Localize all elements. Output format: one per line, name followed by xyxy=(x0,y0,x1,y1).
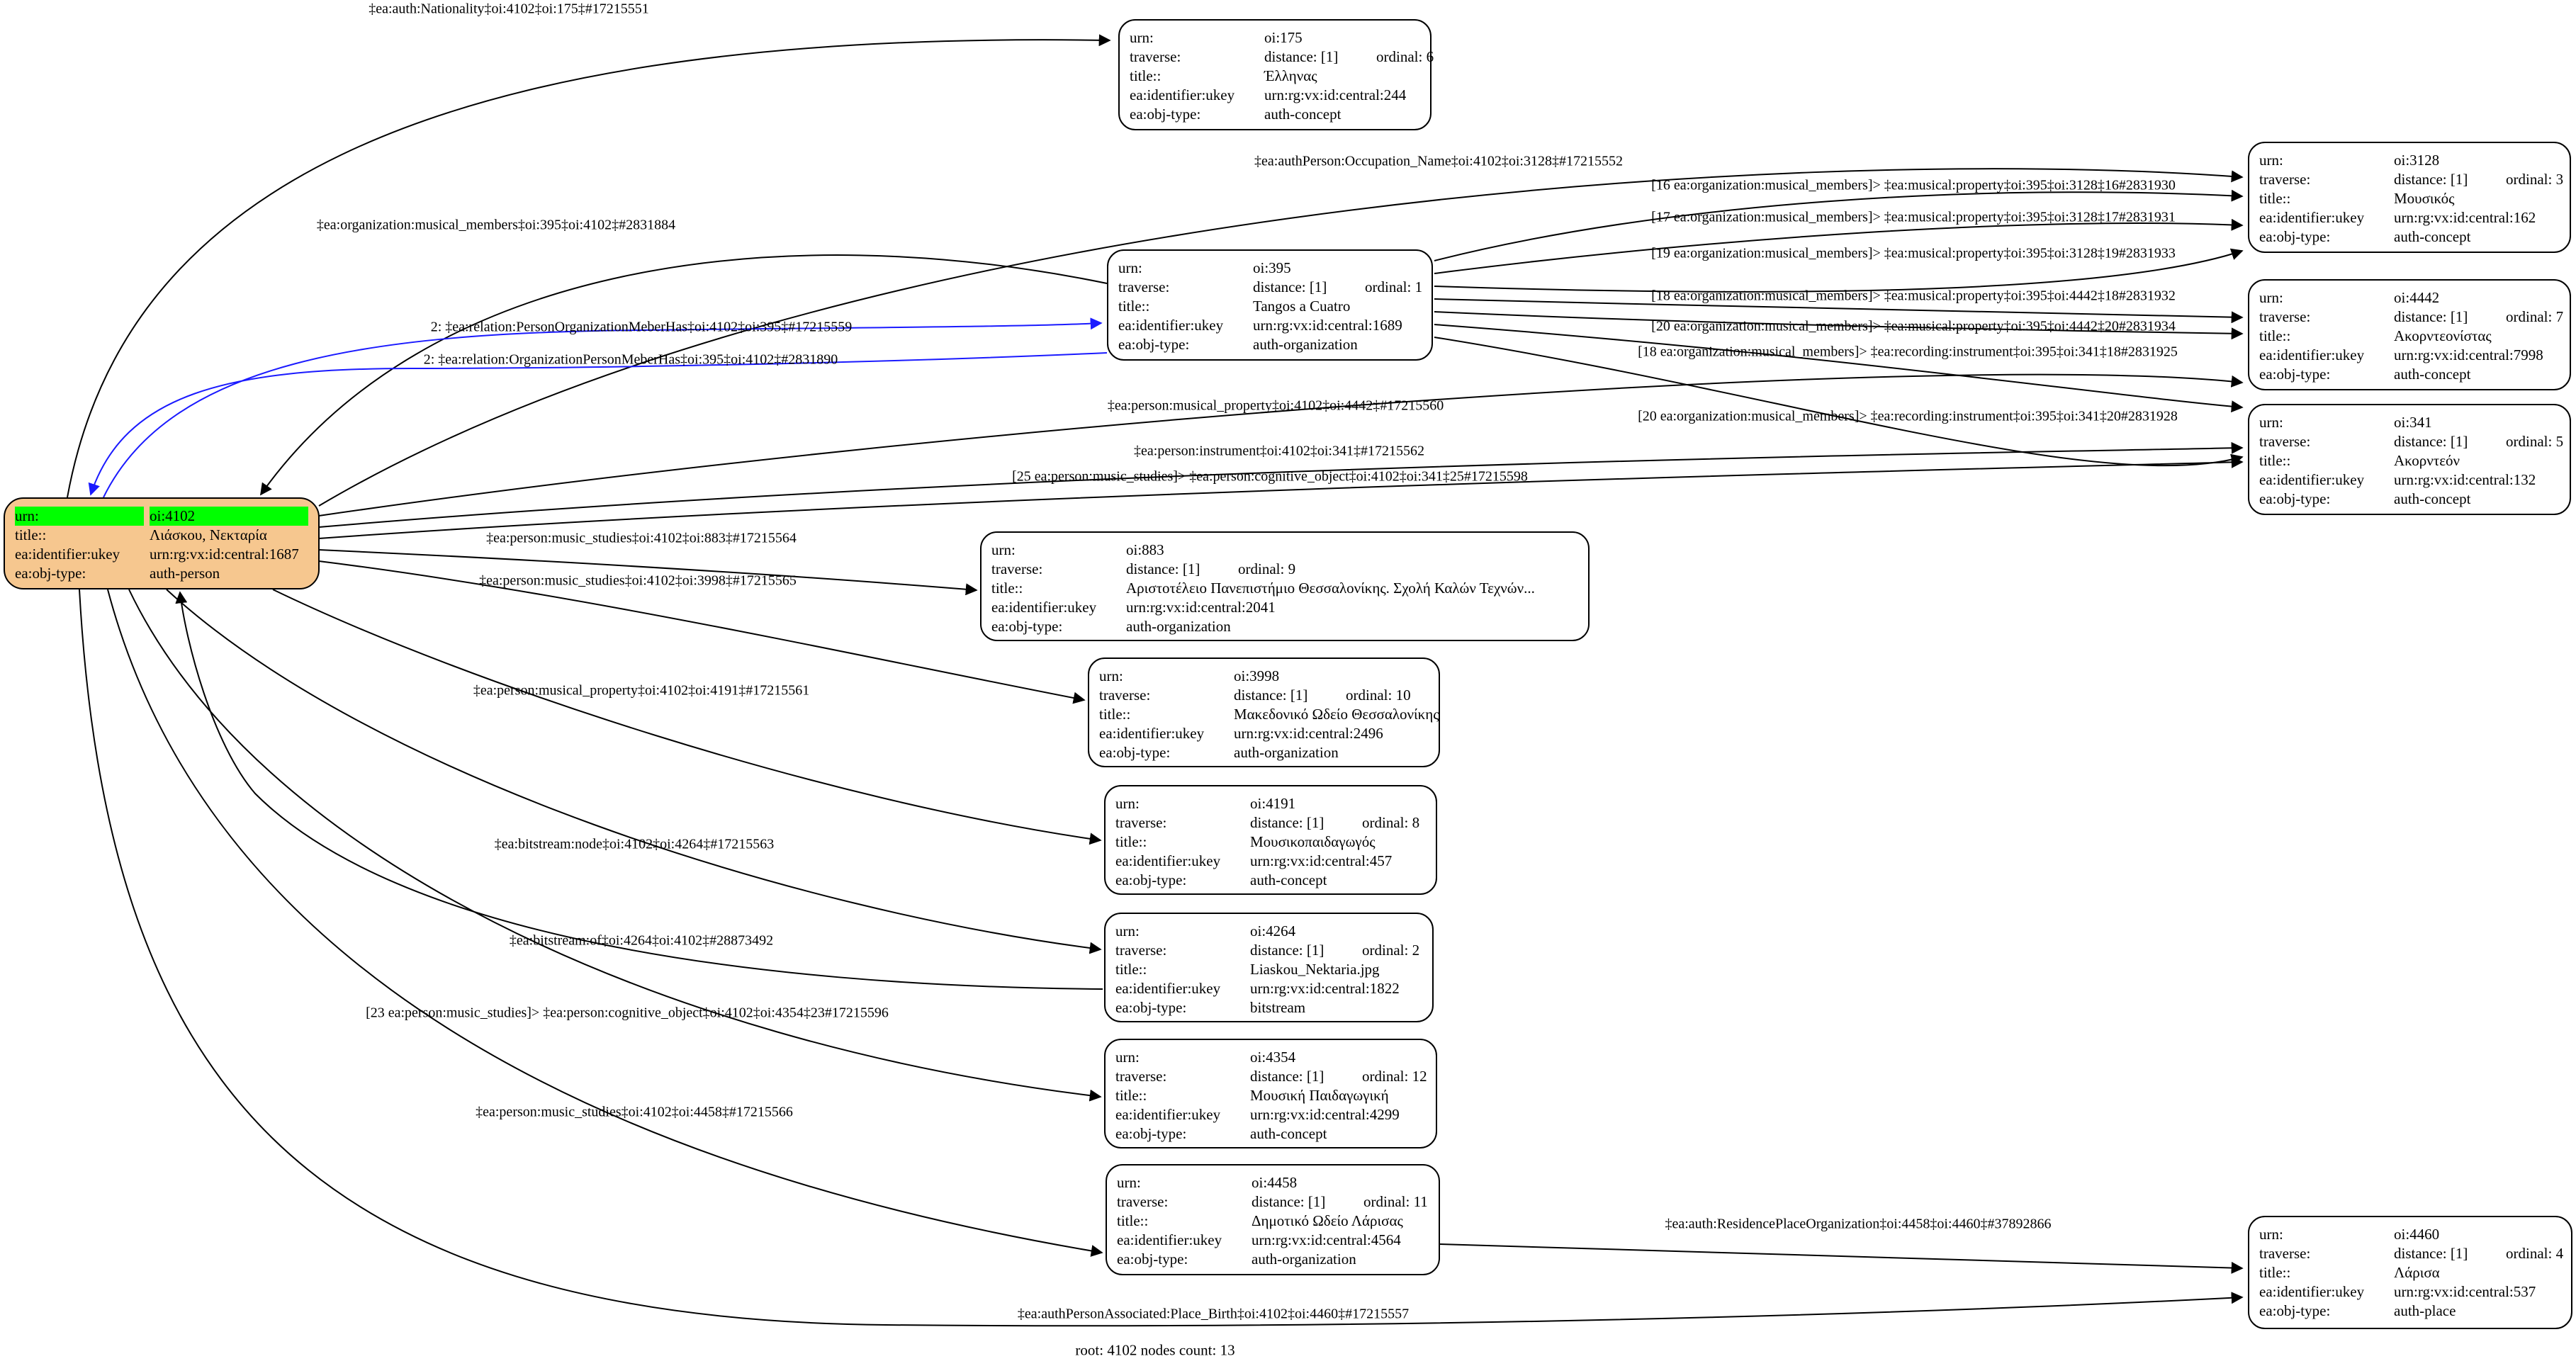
node-objtype-value: auth-place xyxy=(2394,1302,2456,1319)
field-label-traverse: traverse: xyxy=(2259,1245,2311,1262)
graph-node-oi-4442 xyxy=(2248,279,2571,390)
node-field-grid xyxy=(1117,1173,1429,1269)
field-label-title: title:: xyxy=(1115,961,1147,978)
node-traverse-value xyxy=(2394,307,2563,327)
node-objtype-value: auth-concept xyxy=(2394,228,2471,245)
field-label-ukey: ea:identifier:ukey xyxy=(1115,1106,1221,1123)
field-label-traverse: traverse: xyxy=(2259,171,2311,188)
node-objtype-value: auth-concept xyxy=(2394,490,2471,507)
field-label-title: title:: xyxy=(2259,327,2291,344)
field-label-title: title:: xyxy=(1130,67,1162,84)
edge-musical-members-395-4102 xyxy=(261,255,1107,495)
field-label-urn: urn: xyxy=(2259,152,2283,169)
field-label-urn: urn: xyxy=(1115,922,1140,939)
node-traverse-value xyxy=(2394,170,2563,189)
node-title-value: Ακορντεόν xyxy=(2394,452,2460,469)
node-traverse-value xyxy=(1250,1067,1427,1086)
edge-bitstream-node-4102-4264 xyxy=(167,589,1101,949)
field-label-ukey: ea:identifier:ukey xyxy=(1115,852,1221,869)
graph-node-oi-341 xyxy=(2248,404,2571,515)
field-label-objtype: ea:obj-type: xyxy=(1118,336,1190,353)
field-label-title: title:: xyxy=(1115,1087,1147,1104)
node-ordinal: ordinal: 11 xyxy=(1363,1193,1428,1210)
node-distance: distance: [1] xyxy=(2394,308,2468,325)
node-distance: distance: [1] xyxy=(1250,942,1324,959)
edge-label-musical-property-18: [18 ea:organization:musical_members]> ‡ea:musical:property‡oi:395‡oi:4442‡18#2831932 xyxy=(1651,288,2176,304)
field-label-urn: urn: xyxy=(2259,289,2283,306)
node-ukey-value: urn:rg:vx:id:central:7998 xyxy=(2394,346,2543,363)
node-ukey-value: urn:rg:vx:id:central:4564 xyxy=(1252,1231,1401,1248)
field-label-objtype: ea:obj-type: xyxy=(1115,999,1187,1016)
node-title-value: Έλληνας xyxy=(1264,67,1317,84)
node-urn-value: oi:4460 xyxy=(2394,1226,2440,1243)
field-label-title: title:: xyxy=(2259,1264,2291,1281)
node-field-grid xyxy=(1115,1048,1426,1144)
node-ukey-value: urn:rg:vx:id:central:1687 xyxy=(150,546,299,563)
node-traverse-value xyxy=(1234,686,1439,705)
node-urn-value: oi:4458 xyxy=(1252,1174,1298,1191)
field-label-urn: urn: xyxy=(2259,414,2283,431)
field-label-urn: urn: xyxy=(1115,795,1140,812)
node-urn-value: oi:4191 xyxy=(1250,795,1296,812)
edge-label-person-instrument: ‡ea:person:instrument‡oi:4102‡oi:341‡#17215562 xyxy=(1134,443,1424,459)
node-title-value: Λάρισα xyxy=(2394,1264,2440,1281)
node-title-value: Tangos a Cuatro xyxy=(1253,298,1351,315)
node-ukey-value: urn:rg:vx:id:central:457 xyxy=(1250,852,1393,869)
node-traverse-value xyxy=(1264,47,1434,67)
node-objtype-value: auth-organization xyxy=(1252,1251,1356,1268)
edge-person-organization-member-4102-395 xyxy=(103,323,1101,497)
node-field-grid xyxy=(1115,922,1422,1017)
node-urn-value: oi:883 xyxy=(1126,541,1164,558)
node-field-grid xyxy=(1130,28,1434,124)
node-title-value: Μουσικοπαιδαγωγός xyxy=(1250,833,1376,850)
node-urn-value: oi:341 xyxy=(2394,414,2432,431)
field-label-title: title:: xyxy=(991,580,1023,597)
edge-label-place-birth: ‡ea:authPersonAssociated:Place_Birth‡oi:4102‡oi:4460‡#17215557 xyxy=(1017,1306,1410,1322)
node-ordinal: ordinal: 7 xyxy=(2506,308,2564,325)
node-distance: distance: [1] xyxy=(1234,687,1308,704)
field-label-traverse: traverse: xyxy=(1115,814,1167,831)
field-label-title: title:: xyxy=(2259,190,2291,207)
node-distance: distance: [1] xyxy=(2394,433,2468,450)
field-label-traverse: traverse: xyxy=(991,560,1043,577)
field-label-urn: urn: xyxy=(1117,1174,1141,1191)
edge-label-recording-instrument-18: [18 ea:organization:musical_members]> ‡ea:recording:instrument‡oi:395‡oi:341‡18#2831925 xyxy=(1638,344,2178,360)
edge-label-cognitive-object-25: [25 ea:person:music_studies]> ‡ea:person:cognitive_object‡oi:4102‡oi:341‡25#17215598 xyxy=(1012,468,1528,485)
edge-instrument-4102-341 xyxy=(319,448,2242,527)
node-ukey-value: urn:rg:vx:id:central:244 xyxy=(1264,86,1407,103)
field-label-traverse: traverse: xyxy=(1130,48,1181,65)
edge-label-musical-property-16: [16 ea:organization:musical_members]> ‡ea:musical:property‡oi:395‡oi:3128‡16#2831930 xyxy=(1651,177,2176,193)
node-distance: distance: [1] xyxy=(1252,1193,1326,1210)
node-title-value: Αριστοτέλειο Πανεπιστήμιο Θεσσαλονίκης. Σχολή Καλών Τεχνών... xyxy=(1126,580,1535,597)
edge-label-music-studies-4458: ‡ea:person:music_studies‡oi:4102‡oi:4458‡#17215566 xyxy=(476,1104,793,1120)
edge-label-person-musical-property-4191: ‡ea:person:musical_property‡oi:4102‡oi:4191‡#17215561 xyxy=(473,682,810,699)
field-label-ukey: ea:identifier:ukey xyxy=(2259,346,2365,363)
node-traverse-value xyxy=(1126,560,1578,579)
node-objtype-value: auth-concept xyxy=(1250,1125,1327,1142)
field-label-traverse: traverse: xyxy=(2259,308,2311,325)
node-objtype-value: auth-person xyxy=(150,565,220,582)
field-label-ukey: ea:identifier:ukey xyxy=(2259,209,2365,226)
edge-organization-person-member-395-4102 xyxy=(91,353,1107,495)
field-label-ukey: ea:identifier:ukey xyxy=(1099,725,1205,742)
graph-node-oi-4191 xyxy=(1104,785,1437,895)
node-field-grid xyxy=(2259,413,2564,509)
node-field-grid xyxy=(2259,151,2564,247)
graph-node-oi-4458 xyxy=(1106,1164,1440,1275)
edge-residence-place-4458-4460 xyxy=(1440,1244,2242,1268)
edge-label-music-studies-3998: ‡ea:person:music_studies‡oi:4102‡oi:3998‡#17215565 xyxy=(479,572,797,589)
node-field-grid xyxy=(2259,288,2564,384)
edge-label-organization-musical-members: ‡ea:organization:musical_members‡oi:395‡oi:4102‡#2831884 xyxy=(316,217,676,233)
edge-label-bitstream-of: ‡ea:bitstream:of‡oi:4264‡oi:4102‡#28873492 xyxy=(509,932,774,949)
edge-recording-instrument-18-395-341 xyxy=(1434,324,2242,407)
node-objtype-value: auth-concept xyxy=(1264,106,1342,123)
field-label-traverse: traverse: xyxy=(1117,1193,1169,1210)
node-ukey-value: urn:rg:vx:id:central:537 xyxy=(2394,1283,2536,1300)
field-label-title: title:: xyxy=(2259,452,2291,469)
field-label-urn: urn: xyxy=(1118,259,1142,276)
node-objtype-value: auth-concept xyxy=(1250,871,1327,888)
graph-node-oi-3998 xyxy=(1088,657,1440,767)
edge-musical-property-4102-4191 xyxy=(273,589,1101,840)
node-ordinal: ordinal: 6 xyxy=(1376,48,1434,65)
node-urn-value: oi:4442 xyxy=(2394,289,2440,306)
field-label-urn: urn: xyxy=(1130,29,1154,46)
field-label-traverse: traverse: xyxy=(1115,942,1167,959)
graph-node-oi-883 xyxy=(980,531,1590,641)
field-label-ukey: ea:identifier:ukey xyxy=(2259,471,2365,488)
node-distance: distance: [1] xyxy=(1253,278,1327,295)
node-objtype-value: auth-organization xyxy=(1234,744,1339,761)
node-ordinal: ordinal: 9 xyxy=(1238,560,1296,577)
node-objtype-value: auth-organization xyxy=(1253,336,1358,353)
graph-node-oi-4354 xyxy=(1104,1039,1437,1148)
field-label-ukey: ea:identifier:ukey xyxy=(1130,86,1235,103)
field-label-urn: urn: xyxy=(15,507,144,526)
graph-root-caption: root: 4102 nodes count: 13 xyxy=(1075,1341,1235,1359)
node-traverse-value xyxy=(1250,941,1422,960)
graph-node-oi-4102 xyxy=(4,497,320,589)
field-label-urn: urn: xyxy=(1099,667,1123,684)
graph-node-oi-395 xyxy=(1107,249,1433,361)
field-label-title: title:: xyxy=(1117,1212,1149,1229)
field-label-urn: urn: xyxy=(991,541,1016,558)
node-field-grid xyxy=(1118,259,1422,354)
field-label-ukey: ea:identifier:ukey xyxy=(1115,980,1221,997)
field-label-traverse: traverse: xyxy=(1118,278,1170,295)
node-ordinal: ordinal: 3 xyxy=(2506,171,2564,188)
edge-label-musical-property-17: [17 ea:organization:musical_members]> ‡ea:musical:property‡oi:395‡oi:3128‡17#2831931 xyxy=(1651,209,2176,225)
node-ordinal: ordinal: 5 xyxy=(2506,433,2564,450)
edge-label-person-organization-member-has: 2: ‡ea:relation:PersonOrganizationMeberHas‡oi:4102‡oi:395‡#17215559 xyxy=(430,319,853,335)
node-ukey-value: urn:rg:vx:id:central:132 xyxy=(2394,471,2536,488)
node-title-value: Liaskou_Nektaria.jpg xyxy=(1250,961,1380,978)
edge-label-music-studies-883: ‡ea:person:music_studies‡oi:4102‡oi:883‡#17215564 xyxy=(486,530,797,546)
edge-label-occupation-name: ‡ea:authPerson:Occupation_Name‡oi:4102‡oi:3128‡#17215552 xyxy=(1254,153,1623,169)
field-label-urn: urn: xyxy=(1115,1049,1140,1066)
edge-bitstream-of-4264-4102 xyxy=(180,592,1103,989)
node-urn-value: oi:395 xyxy=(1253,259,1291,276)
field-label-objtype: ea:obj-type: xyxy=(1130,106,1201,123)
edge-label-person-musical-property-4442: ‡ea:person:musical_property‡oi:4102‡oi:4442‡#17215560 xyxy=(1107,397,1444,414)
node-ukey-value: urn:rg:vx:id:central:2496 xyxy=(1234,725,1383,742)
field-label-urn: urn: xyxy=(2259,1226,2283,1243)
field-label-ukey: ea:identifier:ukey xyxy=(991,599,1097,616)
node-urn-value: oi:3128 xyxy=(2394,152,2440,169)
node-distance: distance: [1] xyxy=(1250,1068,1324,1085)
node-objtype-value: auth-concept xyxy=(2394,366,2471,383)
node-title-value: Μουσικός xyxy=(2394,190,2455,207)
node-ordinal: ordinal: 2 xyxy=(1362,942,1420,959)
graph-node-oi-4264 xyxy=(1104,913,1434,1022)
node-objtype-value: auth-organization xyxy=(1126,618,1231,635)
field-label-objtype: ea:obj-type: xyxy=(1115,1125,1187,1142)
node-ordinal: ordinal: 8 xyxy=(1362,814,1420,831)
node-urn-value: oi:3998 xyxy=(1234,667,1280,684)
node-ordinal: ordinal: 10 xyxy=(1346,687,1411,704)
node-title-value: Μουσική Παιδαγωγική xyxy=(1250,1087,1389,1104)
node-ordinal: ordinal: 1 xyxy=(1365,278,1423,295)
node-ukey-value: urn:rg:vx:id:central:1689 xyxy=(1253,317,1402,334)
node-traverse-value xyxy=(2394,1244,2563,1263)
node-traverse-value xyxy=(1252,1192,1429,1212)
field-label-objtype: ea:obj-type: xyxy=(1115,871,1187,888)
field-label-title: title:: xyxy=(1115,833,1147,850)
field-label-ukey: ea:identifier:ukey xyxy=(2259,1283,2365,1300)
field-label-ukey: ea:identifier:ukey xyxy=(1118,317,1224,334)
node-objtype-value: bitstream xyxy=(1250,999,1306,1016)
edge-label-musical-property-20: [20 ea:organization:musical_members]> ‡ea:musical:property‡oi:395‡oi:4442‡20#2831934 xyxy=(1651,318,2176,334)
field-label-ukey: ea:identifier:ukey xyxy=(15,546,120,563)
edge-label-bitstream-node: ‡ea:bitstream:node‡oi:4102‡oi:4264‡#17215563 xyxy=(494,836,775,852)
edge-label-nationality: ‡ea:auth:Nationality‡oi:4102‡oi:175‡#17215551 xyxy=(369,1,649,17)
node-title-value: Δημοτικό Ωδείο Λάρισας xyxy=(1252,1212,1403,1229)
node-urn-value: oi:4264 xyxy=(1250,922,1296,939)
field-label-title: title:: xyxy=(1099,706,1131,723)
graph-node-oi-4460 xyxy=(2248,1216,2572,1329)
node-field-grid xyxy=(1115,794,1426,890)
node-field-grid xyxy=(15,507,308,583)
node-title-value: Λιάσκου, Νεκταρία xyxy=(150,526,267,543)
field-label-objtype: ea:obj-type: xyxy=(15,565,86,582)
field-label-objtype: ea:obj-type: xyxy=(2259,228,2331,245)
node-field-grid xyxy=(991,541,1578,636)
node-traverse-value xyxy=(1250,813,1426,832)
field-label-title: title:: xyxy=(15,526,47,543)
graph-node-oi-3128 xyxy=(2248,142,2571,253)
field-label-ukey: ea:identifier:ukey xyxy=(1117,1231,1222,1248)
edge-label-residence-place-organization: ‡ea:auth:ResidencePlaceOrganization‡oi:4458‡oi:4460‡#37892866 xyxy=(1665,1216,2052,1232)
field-label-objtype: ea:obj-type: xyxy=(2259,490,2331,507)
node-field-grid xyxy=(2259,1225,2564,1321)
node-ukey-value: urn:rg:vx:id:central:4299 xyxy=(1250,1106,1400,1123)
field-label-traverse: traverse: xyxy=(2259,433,2311,450)
edge-label-organization-person-member-has: 2: ‡ea:relation:OrganizationPersonMeberHas‡oi:395‡oi:4102‡#2831890 xyxy=(423,351,838,368)
node-distance: distance: [1] xyxy=(1126,560,1200,577)
node-traverse-value xyxy=(2394,432,2563,451)
field-label-traverse: traverse: xyxy=(1115,1068,1167,1085)
node-title-value: Ακορντεονίστας xyxy=(2394,327,2492,344)
node-ordinal: ordinal: 12 xyxy=(1362,1068,1427,1085)
node-distance: distance: [1] xyxy=(2394,171,2468,188)
node-ukey-value: urn:rg:vx:id:central:2041 xyxy=(1126,599,1276,616)
field-label-objtype: ea:obj-type: xyxy=(2259,1302,2331,1319)
edge-label-cognitive-object-23: [23 ea:person:music_studies]> ‡ea:person:cognitive_object‡oi:4102‡oi:4354‡23#17215596 xyxy=(366,1005,889,1021)
graph-node-oi-175 xyxy=(1118,19,1432,130)
node-urn-value: oi:4102 xyxy=(150,507,308,526)
node-ukey-value: urn:rg:vx:id:central:162 xyxy=(2394,209,2536,226)
node-distance: distance: [1] xyxy=(1264,48,1339,65)
node-traverse-value xyxy=(1253,278,1422,297)
node-distance: distance: [1] xyxy=(2394,1245,2468,1262)
field-label-traverse: traverse: xyxy=(1099,687,1151,704)
edge-label-recording-instrument-20: [20 ea:organization:musical_members]> ‡ea:recording:instrument‡oi:395‡oi:341‡20#2831928 xyxy=(1638,408,2178,424)
field-label-objtype: ea:obj-type: xyxy=(2259,366,2331,383)
field-label-objtype: ea:obj-type: xyxy=(991,618,1063,635)
node-field-grid xyxy=(1099,667,1439,762)
node-ukey-value: urn:rg:vx:id:central:1822 xyxy=(1250,980,1400,997)
edge-label-musical-property-19: [19 ea:organization:musical_members]> ‡ea:musical:property‡oi:395‡oi:3128‡19#2831933 xyxy=(1651,245,2176,261)
field-label-objtype: ea:obj-type: xyxy=(1099,744,1171,761)
field-label-title: title:: xyxy=(1118,298,1150,315)
node-title-value: Μακεδονικό Ωδείο Θεσσαλονίκης xyxy=(1234,706,1439,723)
edge-nationality-4102-175 xyxy=(67,40,1110,497)
field-label-objtype: ea:obj-type: xyxy=(1117,1251,1188,1268)
node-urn-value: oi:4354 xyxy=(1250,1049,1296,1066)
node-ordinal: ordinal: 4 xyxy=(2506,1245,2564,1262)
node-urn-value: oi:175 xyxy=(1264,29,1303,46)
node-distance: distance: [1] xyxy=(1250,814,1324,831)
